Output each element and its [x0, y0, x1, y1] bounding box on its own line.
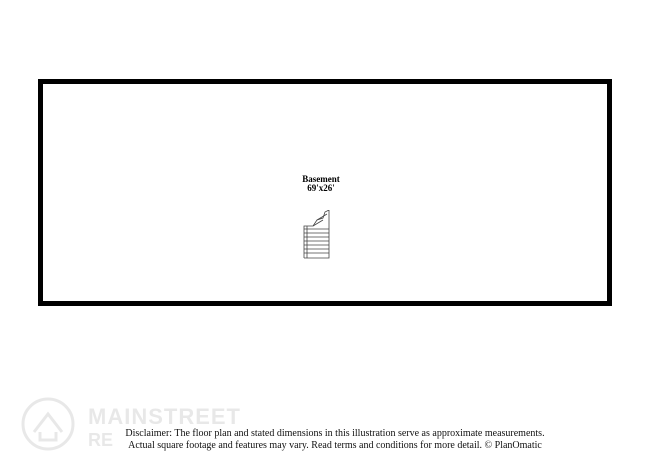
disclaimer-line-1: Disclaimer: The floor plan and stated dimensions in this illustration serve as approximate measurements. — [125, 428, 545, 439]
room-name: Basement — [302, 174, 340, 184]
watermark-logo-icon — [20, 396, 76, 452]
room-label — [0, 175, 650, 193]
stairs-icon — [303, 210, 331, 260]
room-dimensions: 69'x26' — [307, 183, 335, 193]
watermark-brand: MAINSTREET — [88, 404, 241, 429]
disclaimer — [100, 428, 570, 452]
watermark-brand-sub: RE — [88, 430, 114, 450]
disclaimer-line-2: Actual square footage and features may vary. Read terms and conditions for more detail. © PlanOmatic — [128, 440, 542, 451]
